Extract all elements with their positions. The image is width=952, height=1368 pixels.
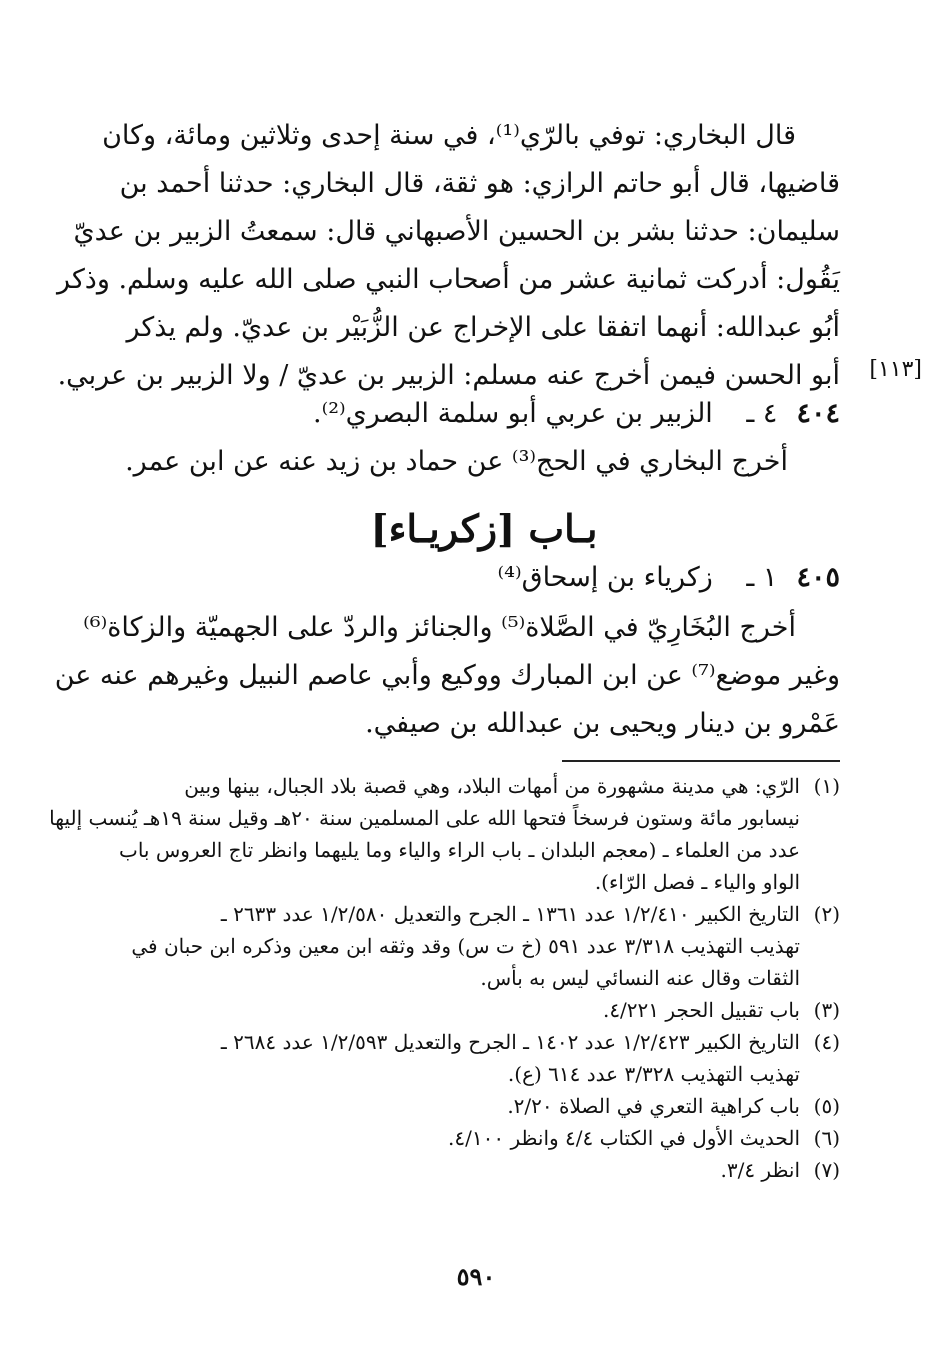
footnote-line: التاريخ الكبير ١/٢/٤١٠ عدد ١٣٦١ ـ الجرح والتعديل ١/٢/٥٨٠ عدد ٢٦٣٣ ـ [220,902,800,926]
footnote-number: (٤) [813,1030,840,1054]
text-line: أبُو عبدالله: أنهما اتفقا على الإخراج عن الزُّبَيْر بن عديّ. ولم يذكر [126,312,840,343]
footnote-3 [128,994,840,1026]
entry-number: ٤٠٥ [796,562,840,593]
footnote-number: (٧) [813,1158,840,1182]
entry-405-text [54,604,840,748]
main-paragraph [57,112,840,400]
footnote-number: (٦) [813,1126,840,1150]
footnote-divider [562,760,840,762]
text-line: قاضيها، قال أبو حاتم الرازي: هو ثقة، قال البخاري: حدثنا أحمد بن [119,168,840,199]
text-line: يَقُول: أدركت ثمانية عشر من أصحاب النبي صلى الله عليه وسلم. وذكر [57,264,840,295]
entry-404-text [125,446,788,477]
footnote-line: التاريخ الكبير ١/٢/٤٢٣ عدد ١٤٠٢ ـ الجرح والتعديل ١/٢/٥٩٣ عدد ٢٦٨٤ ـ [220,1030,800,1054]
footnote-5 [128,1090,840,1122]
entry-title: الزبير بن عربي أبو سلمة البصري⁽²⁾. [313,398,713,429]
footnote-4 [128,1026,840,1090]
footnote-1 [49,770,840,898]
footnote-number: (٢) [813,902,840,926]
chapter-heading: بـاب [زكريـاء] [370,506,598,551]
footnote-line: باب تقبيل الحجر ٤/٢٢١. [602,998,800,1022]
text-line: وغير موضع⁽⁷⁾ عن ابن المبارك ووكيع وأبي عاصم النبيل وغيرهم عنه عن [54,660,840,691]
footnote-6 [128,1122,840,1154]
text-line: قال البخاري: توفي بالرّي⁽¹⁾، في سنة إحدى وثلاثين ومائة، وكان [102,120,796,151]
footnote-line: الثقات وقال عنه النسائي ليس به بأس. [480,966,800,990]
entry-404-header [128,398,840,429]
footnote-7 [128,1154,840,1186]
footnote-line: الحديث الأول في الكتاب ٤/٤ وانظر ٤/١٠٠. [448,1126,800,1150]
footnote-line: نيسابور مائة وستون فرسخاً فتحها الله على المسلمين سنة ٢٠هـ وقيل سنة ١٩هـ يُنسب إليها [49,806,800,830]
footnote-line: الواو والياء ـ فصل الرّاء). [594,870,800,894]
text-line: عَمْرو بن دينار ويحيى بن عبدالله بن صيفي. [365,708,840,739]
footnote-line: تهذيب التهذيب ٣/٣٢٨ عدد ٦١٤ (ع). [507,1062,800,1086]
footnote-number: (٣) [813,998,840,1022]
entry-index: ١ ـ [746,562,778,593]
entry-405-header [128,562,840,593]
text-line: سليمان: حدثنا بشر بن الحسين الأصبهاني قال: سمعتُ الزبير بن عديّ [73,216,840,247]
footnote-line: انظر ٣/٤. [720,1158,800,1182]
footnote-line: الرّي: هي مدينة مشهورة من أمهات البلاد، وهي قصبة بلاد الجبال، بينها وبين [184,774,800,798]
footnotes [49,770,840,1186]
footnote-line: عدد من العلماء ـ (معجم البلدان ـ باب الراء والياء وما يليهما وانظر تاج العروس باب [119,838,800,862]
footnote-number: (١) [813,774,840,798]
entry-index: ٤ ـ [746,398,778,429]
entry-number: ٤٠٤ [796,398,840,429]
entry-title: زكرياء بن إسحاق⁽⁴⁾ [497,562,713,593]
entry-body: أخرج البخاري في الحج⁽³⁾ عن حماد بن زيد عنه عن ابن عمر. [125,446,788,477]
text-line: أبو الحسن فيمن أخرج عنه مسلم: الزبير بن عديّ / ولا الزبير بن عربي. [57,360,840,391]
footnote-2 [128,898,840,994]
page-number: ٥٩٠ [456,1262,496,1291]
margin-reference: [١١٣] [869,357,922,382]
footnote-number: (٥) [813,1094,840,1118]
text-line: أخرج البُخَارِيّ في الصَّلاة⁽⁵⁾ والجنائز والردّ على الجهميّة والزكاة⁽⁶⁾ [83,612,796,643]
footnote-line: تهذيب التهذيب ٣/٣١٨ عدد ٥٩١ (خ ت س) وقد وثقه ابن معين وذكره ابن حبان في [131,934,800,958]
footnote-line: باب كراهية التعري في الصلاة ٢/٢٠. [507,1094,800,1118]
